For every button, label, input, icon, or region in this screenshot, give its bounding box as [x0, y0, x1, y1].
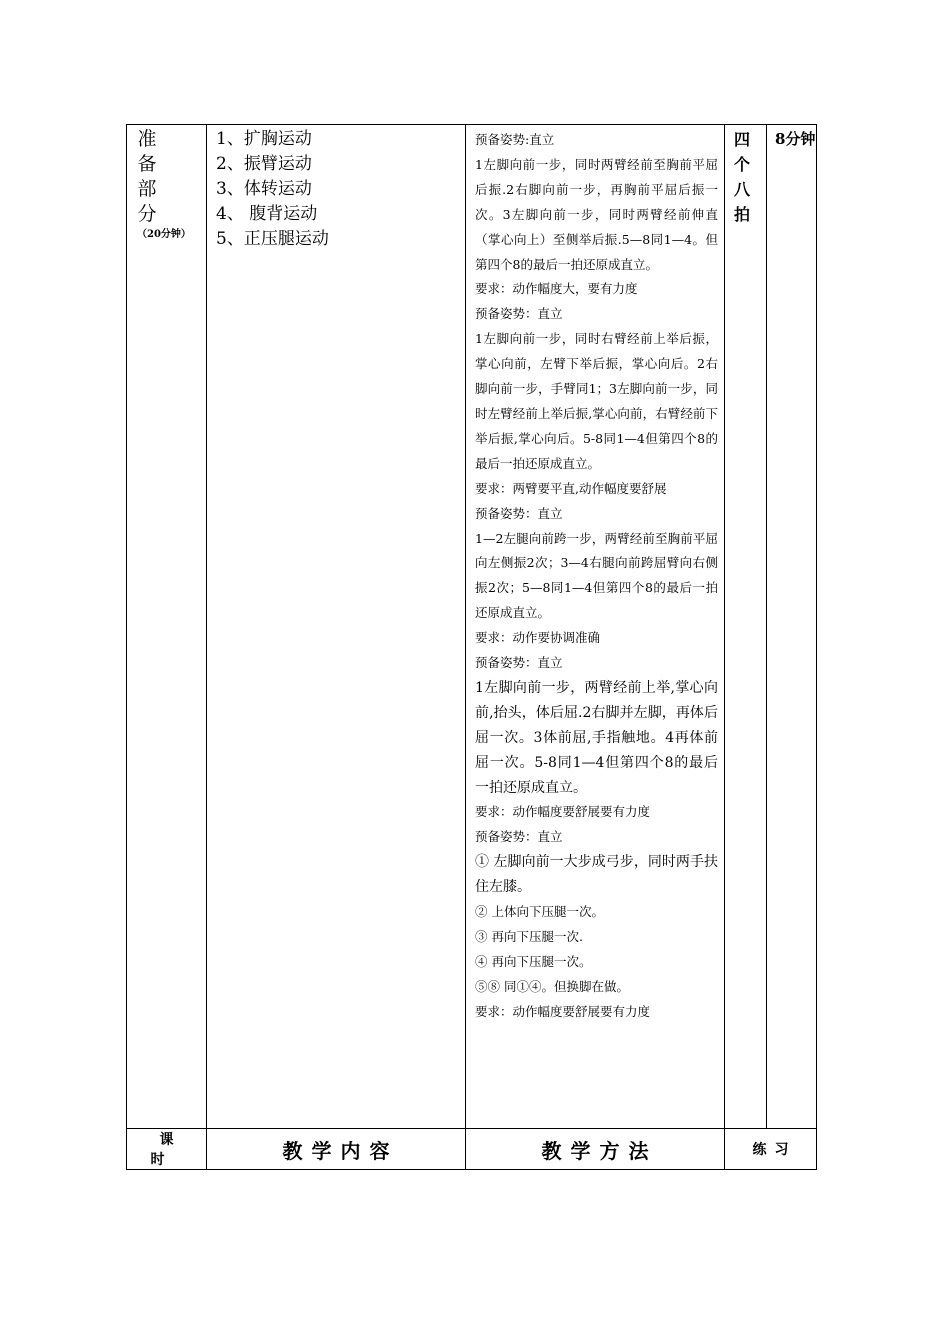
section-cell — [127, 125, 207, 1129]
method-paragraph: ⑤⑧ 同①④。但换脚在做。 — [475, 978, 629, 994]
beats-cell — [725, 125, 767, 1129]
method-paragraph: 要求：动作幅度要舒展要有力度 — [475, 804, 651, 820]
method-paragraph: 1—2左腿向前跨一步，两臂经前至胸前平屈向左侧振2次；3—4右腿向前跨屈臂向右侧振2次；5—8同1—4但第四个8的最后一拍还原成直立。 — [475, 530, 718, 621]
method-paragraph: 1左脚向前一步，两臂经前上举,掌心向前,抬头，体后屈.2右脚并左脚，再体后屈一次。3体前屈,手指触地。4再体前屈一次。5-8同1—4但第四个8的最后一拍还原成直立。 — [475, 679, 718, 796]
section-time: （20分钟） — [137, 229, 191, 240]
method-paragraph: 要求：动作要协调准确 — [475, 630, 601, 646]
footer-teaching-content: 教学内容 — [207, 1129, 466, 1170]
method-cell — [466, 125, 725, 1129]
method-paragraph: 要求：两臂要平直,动作幅度要舒展 — [475, 480, 667, 496]
method-paragraph: 预备姿势:直立 — [475, 132, 555, 147]
footer-row — [127, 1129, 817, 1170]
duration-text: 8分钟 — [775, 130, 816, 148]
method-paragraph: 要求：动作幅度大，要有力度 — [475, 281, 638, 297]
section-title: 准备部分 — [137, 128, 157, 225]
method-paragraph: ③ 再向下压腿一次. — [475, 929, 583, 944]
content-item: 1、扩胸运动 — [216, 129, 312, 149]
lesson-plan-sheet — [126, 124, 816, 1168]
method-paragraph: 1左脚向前一步，同时两臂经前至胸前平屈后振.2右脚向前一步，再胸前平屈后振一次。3左脚向前一步，同时两臂经前伸直（掌心向上）至侧举后振.5—8同1—4。但第四个8的最后一拍还原成直立。 — [475, 156, 718, 272]
method-paragraph: 预备姿势：直立 — [475, 505, 563, 521]
method-paragraph: ② 上体向下压腿一次。 — [475, 904, 604, 920]
method-paragraph: 预备姿势：直立 — [475, 306, 563, 322]
method-paragraph: 要求：动作幅度要舒展要有力度 — [475, 1003, 651, 1019]
duration-cell — [767, 125, 817, 1129]
content-list — [207, 125, 465, 252]
footer-practice: 练习 — [725, 1129, 817, 1170]
content-cell — [207, 125, 466, 1129]
method-paragraph: 预备姿势：直立 — [475, 829, 563, 845]
footer-class-hours: 课时 — [127, 1129, 207, 1170]
warmup-row — [127, 125, 817, 1129]
method-text — [466, 125, 724, 1025]
method-paragraph: 1左脚向前一步，同时右臂经前上举后振，掌心向前，左臂下举后振，掌心向后。2右脚向前一步，手臂同1；3左脚向前一步，同时左臂经前上举后振,掌心向前，右臂经前下举后振,掌心向后。5-8同1—4但第四个8的最后一拍还原成直立。 — [475, 331, 718, 471]
content-item: 5、正压腿运动 — [216, 229, 329, 249]
content-item: 2、振臂运动 — [216, 154, 312, 174]
method-paragraph: 预备姿势：直立 — [475, 655, 563, 671]
method-paragraph: ④ 再向下压腿一次。 — [475, 953, 592, 969]
content-item: 3、体转运动 — [216, 179, 312, 199]
lesson-plan-table — [126, 124, 817, 1170]
footer-teaching-method: 教学方法 — [466, 1129, 725, 1170]
beats-text: 四个八拍 — [734, 130, 751, 224]
content-item: 4、 腹背运动 — [216, 204, 318, 224]
method-paragraph: ① 左脚向前一大步成弓步，同时两手扶住左膝。 — [475, 854, 718, 896]
